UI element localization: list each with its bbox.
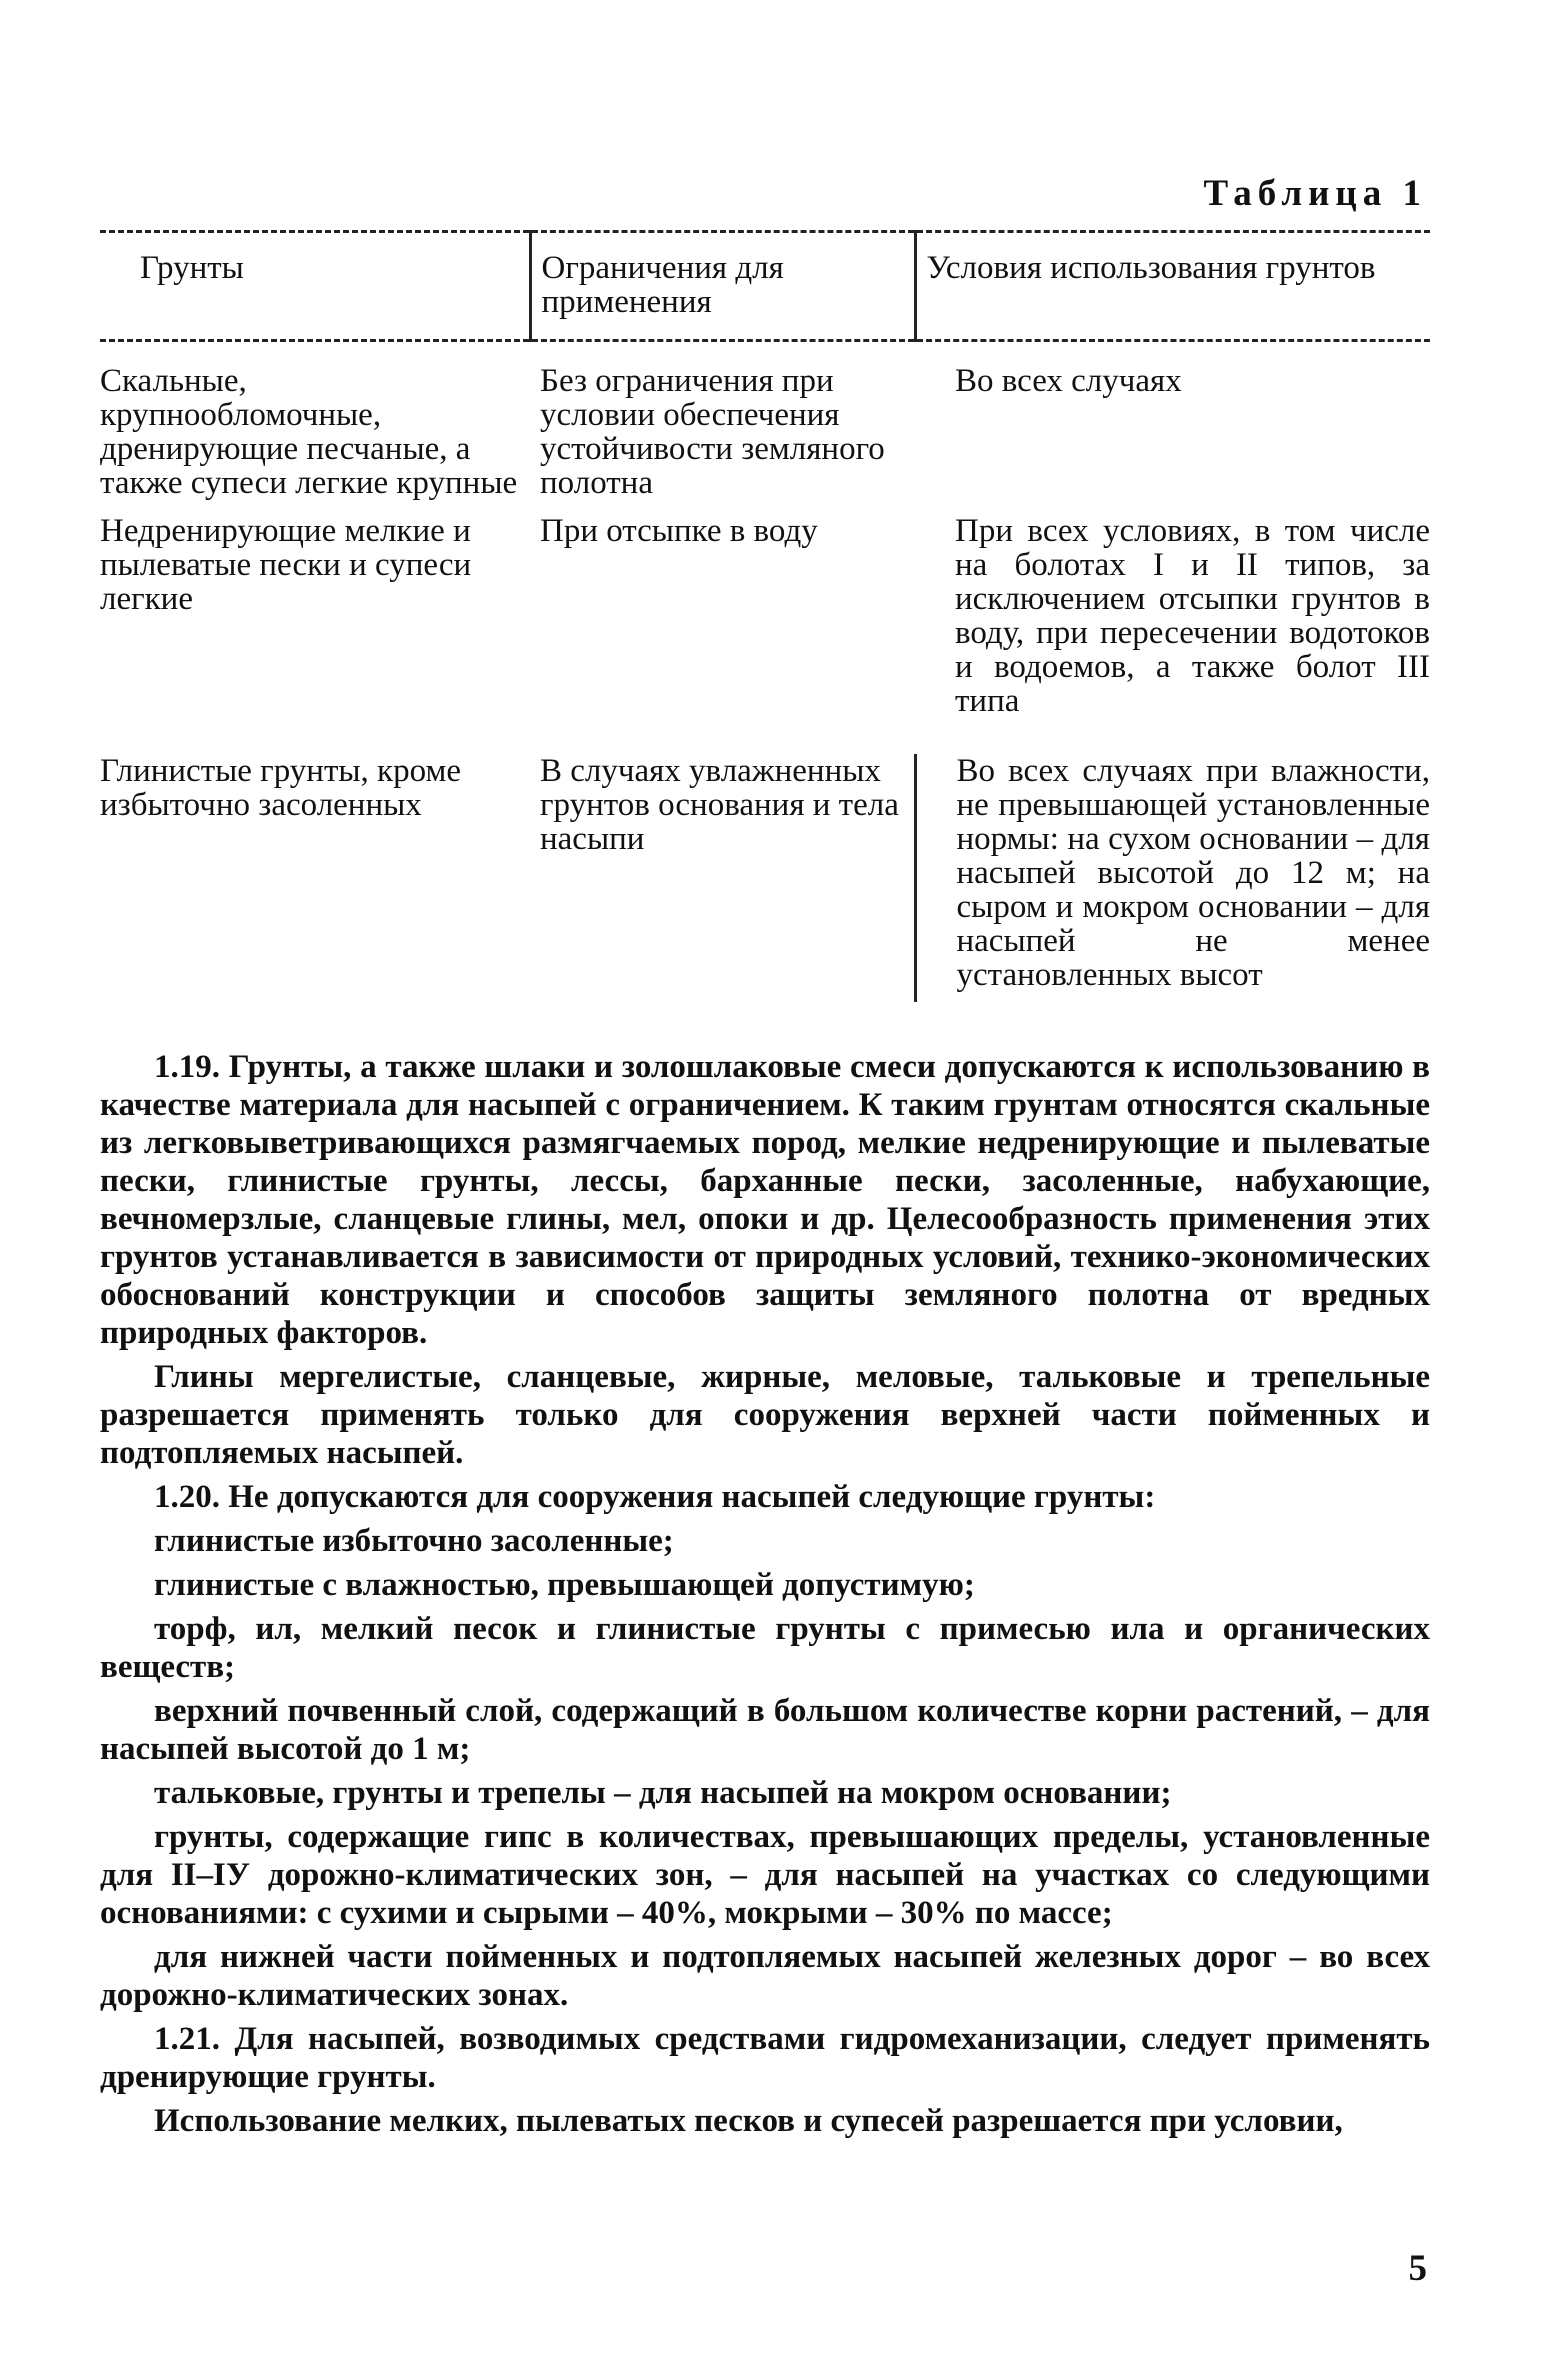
table-caption: Таблица 1	[1203, 173, 1427, 214]
paragraph-1-21: 1.21. Для насыпей, возводимых средствами гидромеханизации, следует применять дренирующие грунты.	[100, 2021, 1430, 2095]
body-text	[100, 1048, 1430, 2146]
table-row	[100, 341, 1430, 515]
paragraph-1-19: 1.19. Грунты, а также шлаки и золошлаковые смеси допускаются к использованию в качестве материала для насыпей с ограничением. К таким грунтам относятся скальные из легковыветривающихся размягчаемых пород, мелкие недренирующие и пылеватые пески, глинистые грунты, лессы, барханные пески, засоленные, набухающие, вечномерзлые, сланцевые глины, мел, опоки и др. Целесообразность применения этих грунтов устанавливается в зависимости от природных условий, технико-экономических обоснований конструкции и способов защиты земляного полотна от вредных природных факторов.	[100, 1049, 1430, 1351]
cell-limits: При отсыпке в воду	[540, 513, 818, 549]
paragraph-1-20: 1.20. Не допускаются для сооружения насыпей следующие грунты:	[154, 1479, 1156, 1515]
list-item: для нижней части пойменных и подтопляемых насыпей железных дорог – во всех дорожно-климатических зонах.	[100, 1939, 1430, 2013]
list-item: глинистые избыточно засоленные;	[154, 1523, 674, 1559]
header-conditions: Условия использования грунтов	[915, 232, 1430, 341]
paragraph-clays: Глины мергелистые, сланцевые, жирные, меловые, тальковые и трепельные разрешается применять только для сооружения верхней части пойменных и подтопляемых насыпей.	[100, 1359, 1430, 1471]
list-item: верхний почвенный слой, содержащий в большом количестве корни растений, – для насыпей высотой до 1 м;	[100, 1693, 1430, 1767]
page-number: 5	[1408, 2248, 1427, 2289]
list-item: торф, ил, мелкий песок и глинистые грунты с примесью ила и органических веществ;	[100, 1611, 1430, 1685]
header-soils: Грунты	[140, 250, 244, 286]
header-limits: Ограничения для применения	[530, 232, 915, 341]
list-item: глинистые с влажностью, превышающей допустимую;	[154, 1567, 975, 1603]
cell-conditions: При всех условиях, в том числе на болотах I и II типов, за исключением отсыпки грунтов в воду, при пересечении водотоков и водоемов, а также болот III типа	[955, 513, 1430, 719]
paragraph-usage: Использование мелких, пылеватых песков и супесей разрешается при условии,	[154, 2103, 1343, 2139]
cell-limits: В случаях увлажненных грунтов основания и тела насыпи	[540, 753, 899, 857]
cell-soil: Недренирующие мелкие и пылеватые пески и супеси легкие	[100, 513, 472, 617]
cell-conditions: Во всех случаях при влажности, не превышающей установленные нормы: на сухом основании – для насыпей высотой до 12 м; на сыром и мокром основании – для насыпей не менее установленных высот	[915, 754, 1430, 1002]
cell-soil: Скальные, крупнообломочные, дренирующие песчаные, а также супеси легкие крупные	[100, 363, 518, 501]
table-header-row	[100, 232, 1430, 341]
cell-limits: Без ограничения при условии обеспечения устойчивости земляного полотна	[540, 363, 885, 501]
cell-soil: Глинистые грунты, кроме избыточно засоленных	[100, 753, 461, 823]
list-item: грунты, содержащие гипс в количествах, превышающих пределы, установленные для II–IУ дорожно-климатических зон, – для насыпей на участках со следующими основаниями: с сухими и сырыми – 40%, мокрыми – 30% по массе;	[100, 1819, 1430, 1931]
table-row	[100, 514, 1430, 754]
cell-conditions: Во всех случаях	[955, 363, 1182, 399]
soils-table	[100, 230, 1430, 1002]
table-row	[100, 754, 1430, 1002]
list-item: тальковые, грунты и трепелы – для насыпей на мокром основании;	[154, 1775, 1172, 1811]
